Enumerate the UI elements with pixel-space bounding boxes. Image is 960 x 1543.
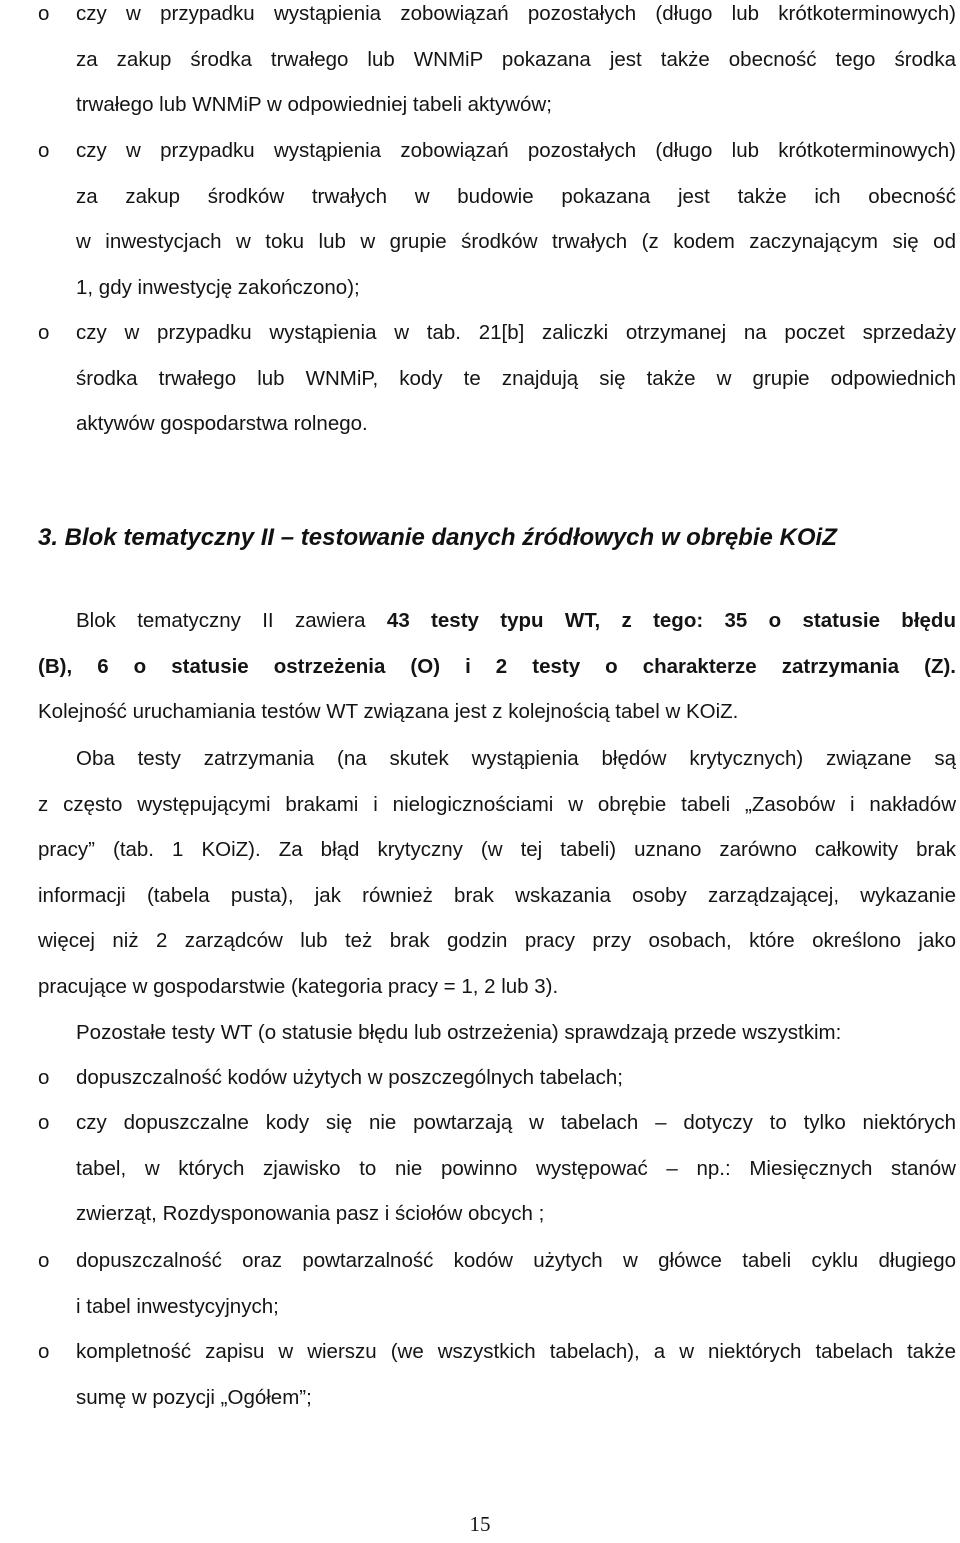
- paragraph-bold-text: 43 testy typu WT, z tego: 35 o statusie błędu: [386, 609, 956, 632]
- bullet-icon: o: [38, 321, 50, 344]
- paragraph-line: z często występującymi brakami i nielogicznościami w obrębie tabeli „Zasobów i nakładów: [38, 792, 956, 816]
- paragraph-line: informacji (tabela pusta), jak również brak wskazania osoby zarządzającej, wykazanie: [38, 883, 956, 907]
- bullet-icon: o: [38, 139, 50, 162]
- list-item-line: czy dopuszczalne kody się nie powtarzają w tabelach – dotyczy to tylko niektórych: [76, 1111, 956, 1134]
- list-item-line: za zakup środków trwałych w budowie pokazana jest także ich obecność: [76, 184, 956, 208]
- list-item-line: czy w przypadku wystąpienia zobowiązań pozostałych (długo lub krótkoterminowych): [76, 2, 956, 25]
- paragraph-text: Blok tematyczny II zawiera: [76, 609, 387, 632]
- list-item: [38, 128, 956, 313]
- paragraph-line: więcej niż 2 zarządców lub też brak godzin pracy przy osobach, które określono jako: [38, 929, 956, 952]
- paragraph: [38, 598, 956, 738]
- list-item-line: 1, gdy inwestycję zakończono);: [76, 275, 360, 299]
- list-item-line: w inwestycjach w toku lub w grupie środków trwałych (z kodem zaczynającym się od: [76, 230, 956, 253]
- bullet-icon: o: [38, 1249, 50, 1272]
- list-item: [38, 0, 956, 131]
- paragraph-line: pracujące w gospodarstwie (kategoria pracy = 1, 2 lub 3).: [38, 974, 559, 998]
- list-item: [38, 1238, 956, 1330]
- list-item-line: zwierząt, Rozdysponowania pasz i ściołów obcych ;: [76, 1202, 545, 1225]
- paragraph-line: Oba testy zatrzymania (na skutek wystąpienia błędów krytycznych) związane są: [76, 747, 956, 770]
- list-item-line: środka trwałego lub WNMiP, kody te znajdują się także w grupie odpowiednich: [76, 366, 956, 390]
- list-item: [38, 1329, 956, 1421]
- paragraph-line: [38, 598, 956, 644]
- list-item-line: czy w przypadku wystąpienia w tab. 21[b] zaliczki otrzymanej na poczet sprzedaży: [76, 321, 956, 344]
- list-item-line: trwałego lub WNMiP w odpowiedniej tabeli aktywów;: [76, 93, 552, 116]
- list-item-line: za zakup środka trwałego lub WNMiP pokazana jest także obecność tego środka: [76, 47, 956, 71]
- list-item: [38, 1100, 956, 1240]
- bullet-icon: o: [38, 1111, 50, 1134]
- list-item-line: dopuszczalność kodów użytych w poszczególnych tabelach;: [76, 1066, 623, 1089]
- list-item-line: i tabel inwestycyjnych;: [76, 1294, 279, 1318]
- section-heading: 3. Blok tematyczny II – testowanie danych źródłowych w obrębie KOiZ: [38, 524, 837, 551]
- bullet-icon: o: [38, 1066, 50, 1089]
- page-number: 15: [469, 1512, 491, 1536]
- paragraph-line: pracy” (tab. 1 KOiZ). Za błąd krytyczny (w tej tabeli) uznano zarówno całkowity brak: [38, 838, 956, 861]
- bullet-icon: o: [38, 2, 50, 25]
- paragraph-bold-line: (B), 6 o statusie ostrzeżenia (O) i 2 testy o charakterze zatrzymania (Z).: [38, 654, 956, 678]
- list-item-line: aktywów gospodarstwa rolnego.: [76, 412, 368, 435]
- list-item-line: dopuszczalność oraz powtarzalność kodów użytych w główce tabeli cyklu długiego: [76, 1249, 956, 1272]
- list-item: [38, 310, 956, 450]
- list-item-line: sumę w pozycji „Ogółem”;: [76, 1385, 312, 1409]
- paragraph-line: Kolejność uruchamiania testów WT związana jest z kolejnością tabel w KOiZ.: [38, 700, 739, 723]
- bullet-icon: o: [38, 1340, 50, 1363]
- list-item-line: tabel, w których zjawisko to nie powinno występować – np.: Miesięcznych stanów: [76, 1156, 956, 1180]
- paragraph: [38, 736, 956, 1011]
- list-item-line: kompletność zapisu w wierszu (we wszystkich tabelach), a w niektórych tabelach także: [76, 1340, 956, 1363]
- paragraph-line: Pozostałe testy WT (o statusie błędu lub ostrzeżenia) sprawdzają przede wszystkim:: [76, 1021, 842, 1044]
- list-item: [38, 1055, 956, 1101]
- list-item-line: czy w przypadku wystąpienia zobowiązań pozostałych (długo lub krótkoterminowych): [76, 139, 956, 162]
